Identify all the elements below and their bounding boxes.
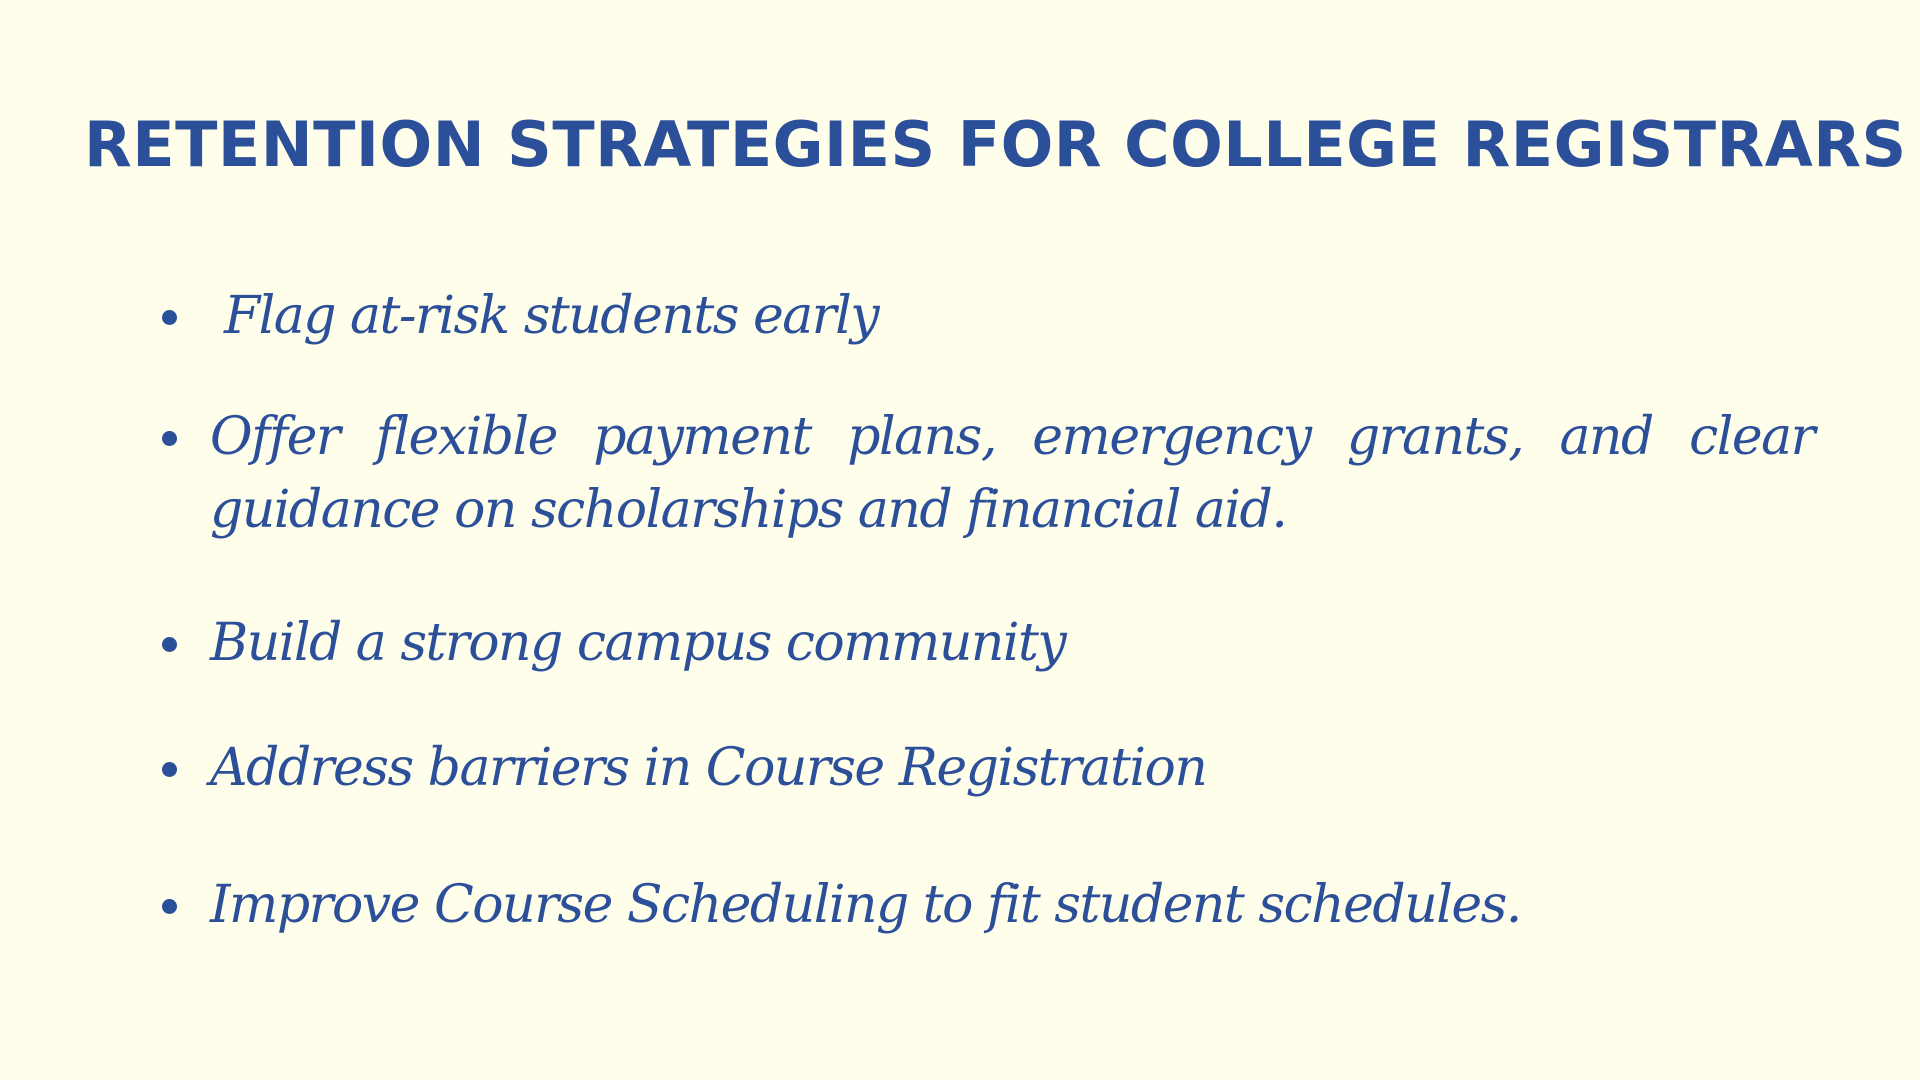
- bullet-list: [162, 280, 1814, 942]
- bullet-text: Address barriers in Course Registration: [210, 738, 1207, 798]
- slide-title: RETENTION STRATEGIES FOR COLLEGE REGISTRARS: [84, 108, 1907, 181]
- bullet-dot-icon: [162, 899, 177, 914]
- bullet-dot-icon: [162, 310, 177, 325]
- bullet-text: Improve Course Scheduling to fit student schedules.: [210, 875, 1521, 935]
- bullet-dot-icon: [162, 762, 177, 777]
- list-item: [162, 607, 1814, 680]
- bullet-text: Build a strong campus community: [210, 613, 1066, 673]
- bullet-dot-icon: [162, 431, 177, 446]
- list-item: [162, 869, 1814, 942]
- list-item: [162, 732, 1814, 805]
- list-item: [162, 280, 1814, 353]
- bullet-text: Flag at-risk students early: [224, 286, 879, 346]
- bullet-text: Offer flexible payment plans, emergency grants, and clear guidance on scholarships and financial aid.: [210, 407, 1814, 540]
- bullet-dot-icon: [162, 637, 177, 652]
- list-item: [162, 401, 1814, 547]
